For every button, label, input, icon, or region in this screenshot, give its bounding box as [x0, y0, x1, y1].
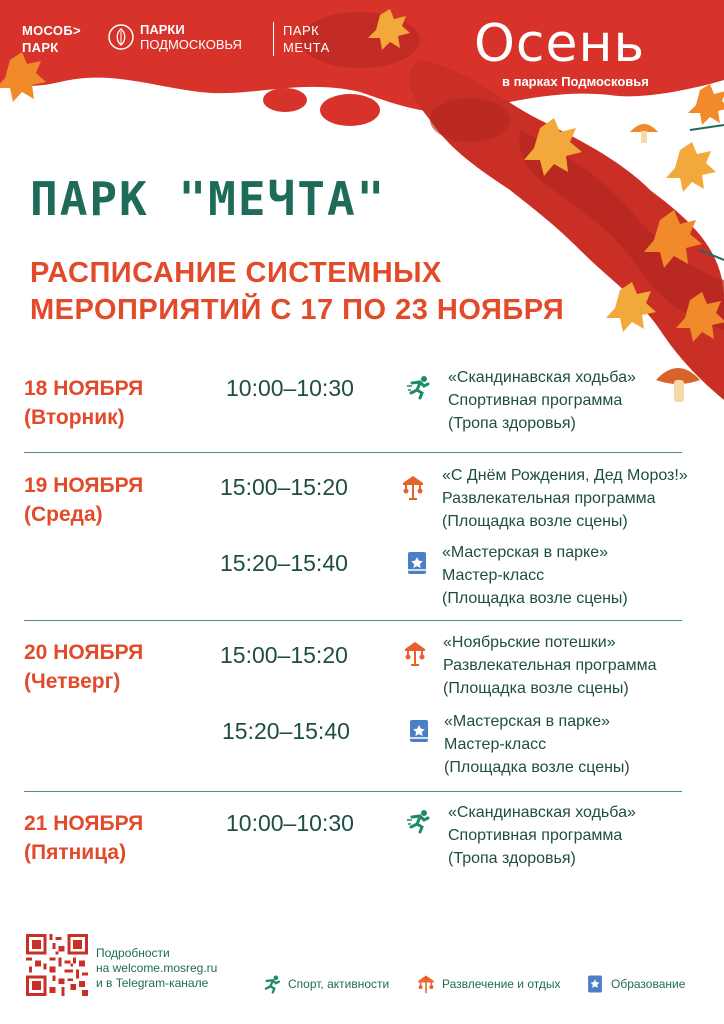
book-icon	[585, 974, 605, 994]
legend-edu	[585, 974, 685, 994]
event-type: Мастер-класс	[442, 567, 545, 584]
event-type: Спортивная программа	[448, 827, 623, 844]
day-block-19	[24, 471, 143, 529]
event-time: 15:00–15:20	[220, 642, 348, 668]
event-place: (Площадка возле сцены)	[442, 590, 628, 607]
event-type: Развлекательная программа	[442, 490, 656, 507]
event-time: 10:00–10:30	[226, 810, 354, 836]
event-details	[448, 801, 636, 870]
mosoblpark-logo-line1: МОСОБ>	[22, 23, 81, 38]
leaf-emblem-icon	[108, 24, 134, 50]
footer-info	[96, 946, 217, 991]
footer-info-line3: и в Telegram-канале	[96, 976, 209, 990]
mosoblpark-logo	[22, 22, 81, 56]
section-divider	[24, 620, 682, 621]
day-date: 18 НОЯБРЯ	[24, 377, 144, 400]
day-block-21	[24, 809, 143, 867]
legend-sport-label: Спорт, активности	[288, 977, 390, 991]
event-title: «С Днём Рождения, Дед Мороз!»	[442, 467, 688, 484]
footer-info-line2[interactable]: на welcome.mosreg.ru	[96, 961, 218, 975]
mosoblpark-logo-line2: ПАРК	[22, 40, 59, 55]
event-title: «Скандинавская ходьба»	[448, 369, 636, 386]
page-title: ПАРК "МЕЧТА"	[30, 172, 387, 226]
event-type: Спортивная программа	[448, 392, 623, 409]
event-place: (Тропа здоровья)	[448, 415, 576, 432]
event-details	[443, 631, 656, 700]
legend-sport	[262, 974, 389, 994]
book-icon	[406, 718, 432, 744]
event-type: Развлекательная программа	[443, 657, 657, 674]
park-logo-line1: ПАРК	[283, 23, 320, 38]
event-type: Мастер-класс	[444, 736, 547, 753]
osen-logo-title: Осень	[474, 14, 646, 74]
day-date: 19 НОЯБРЯ	[24, 474, 144, 497]
sport-runner-icon	[406, 808, 432, 834]
schedule-heading-line2: МЕРОПРИЯТИЙ С 17 ПО 23 НОЯБРЯ	[30, 294, 565, 326]
legend-fun-label: Развлечение и отдых	[442, 977, 561, 991]
parki-logo-line2: ПОДМОСКОВЬЯ	[140, 37, 242, 52]
park-mechta-logo	[283, 22, 330, 56]
carousel-icon	[416, 974, 436, 994]
event-place: (Площадка возле сцены)	[443, 680, 629, 697]
section-divider	[24, 452, 682, 453]
carousel-icon	[402, 640, 428, 666]
carousel-icon	[400, 474, 426, 500]
sport-runner-icon	[406, 374, 432, 400]
day-date: 20 НОЯБРЯ	[24, 641, 144, 664]
event-title: «Мастерская в парке»	[444, 713, 610, 730]
day-block-20	[24, 638, 143, 696]
section-divider	[24, 791, 682, 792]
day-block-18	[24, 374, 143, 432]
event-title: «Скандинавская ходьба»	[448, 804, 636, 821]
legend-edu-label: Образование	[611, 977, 686, 991]
park-logo-line2: МЕЧТА	[283, 40, 330, 55]
event-time: 10:00–10:30	[226, 375, 354, 401]
qr-code[interactable]	[26, 934, 88, 996]
schedule-heading	[30, 255, 564, 329]
footer-info-line1: Подробности	[96, 946, 170, 960]
event-details	[442, 541, 628, 610]
schedule-heading-line1: РАСПИСАНИЕ СИСТЕМНЫХ	[30, 257, 442, 289]
legend-fun	[416, 974, 560, 994]
day-weekday: (Вторник)	[24, 406, 125, 429]
brand-divider	[273, 22, 274, 56]
event-time: 15:20–15:40	[220, 550, 348, 576]
event-title: «Мастерская в парке»	[442, 544, 608, 561]
event-details	[448, 366, 636, 435]
event-title: «Ноябрьские потешки»	[443, 634, 616, 651]
book-icon	[404, 550, 430, 576]
event-place: (Тропа здоровья)	[448, 850, 576, 867]
event-place: (Площадка возле сцены)	[444, 759, 630, 776]
day-weekday: (Среда)	[24, 503, 103, 526]
event-place: (Площадка возле сцены)	[442, 513, 628, 530]
parki-podmoskovya-logo	[108, 22, 242, 52]
event-time: 15:20–15:40	[222, 718, 350, 744]
day-weekday: (Четверг)	[24, 670, 121, 693]
event-details	[444, 710, 630, 779]
event-details	[442, 464, 688, 533]
osen-logo-subtitle: в парках Подмосковья	[502, 74, 649, 89]
parki-logo-line1: ПАРКИ	[140, 22, 185, 37]
event-time: 15:00–15:20	[220, 474, 348, 500]
day-date: 21 НОЯБРЯ	[24, 812, 144, 835]
sport-runner-icon	[262, 974, 282, 994]
osen-festival-logo	[474, 14, 704, 90]
day-weekday: (Пятница)	[24, 841, 127, 864]
